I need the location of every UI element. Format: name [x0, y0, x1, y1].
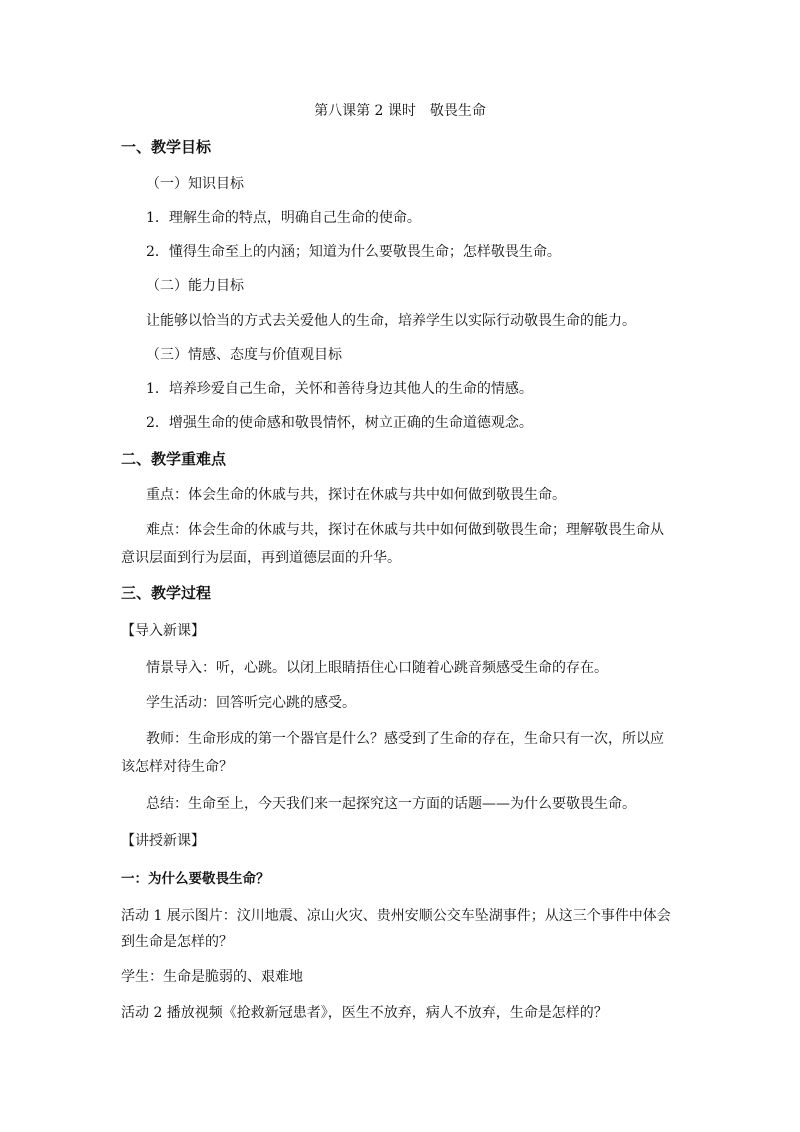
subheading-ability: （二）能力目标 [146, 278, 244, 294]
activity-1-line-2: 到生命是怎样的？ [121, 934, 233, 950]
lesson-title: 第八课第 2 课时 敬畏生命 [314, 103, 486, 119]
emotion-item-1: 1．培养珍爱自己生命，关怀和善待身边其他人的生命的情感。 [146, 381, 533, 397]
activity-1-line-1: 活动 1 展示图片：汶川地震、凉山火灾、贵州安顺公交车坠湖事件；从这三个事件中体会 [121, 908, 671, 924]
section-heading-objectives: 一、教学目标 [121, 138, 212, 156]
teacher-line-1: 教师：生命形成的第一个器官是什么？感受到了生命的存在，生命只有一次，所以应 [146, 731, 664, 747]
knowledge-item-2: 2．懂得生命至上的内涵；知道为什么要敬畏生命；怎样敬畏生命。 [146, 244, 561, 260]
scene-intro: 情景导入：听，心跳。以闭上眼睛捂住心口随着心跳音频感受生命的存在。 [146, 660, 608, 676]
difficult-point-line-2: 意识层面到行为层面，再到道德层面的升华。 [121, 550, 401, 566]
knowledge-item-1: 1．理解生命的特点，明确自己生命的使命。 [146, 210, 421, 226]
activity-2: 活动 2 播放视频《抢救新冠患者》，医生不放弃，病人不放弃，生命是怎样的？ [121, 1005, 608, 1021]
section-heading-process: 三、教学过程 [121, 584, 212, 602]
difficult-point-line-1: 难点：体会生命的休戚与共，探讨在休戚与共中如何做到敬畏生命；理解敬畏生命从 [146, 522, 664, 538]
ability-item: 让能够以恰当的方式去关爱他人的生命，培养学生以实际行动敬畏生命的能力。 [146, 313, 636, 329]
subheading-knowledge: （一）知识目标 [146, 176, 244, 192]
label-intro: 【导入新课】 [121, 623, 205, 639]
emotion-item-2: 2．增强生命的使命感和敬畏情怀，树立正确的生命道德观念。 [146, 415, 533, 431]
key-point: 重点：体会生命的休戚与共，探讨在休戚与共中如何做到敬畏生命。 [146, 487, 566, 503]
student-answer: 学生：生命是脆弱的、艰难地 [121, 969, 303, 985]
section-heading-key-points: 二、教学重难点 [121, 450, 227, 468]
question-why-respect-life: 一：为什么要敬畏生命？ [121, 871, 270, 887]
subheading-emotion: （三）情感、态度与价值观目标 [146, 347, 342, 363]
summary: 总结：生命至上，今天我们来一起探究这一方面的话题——为什么要敬畏生命。 [146, 796, 636, 812]
label-lecture: 【讲授新课】 [121, 833, 205, 849]
student-activity: 学生活动：回答听完心跳的感受。 [146, 695, 356, 711]
teacher-line-2: 该怎样对待生命？ [121, 759, 233, 775]
